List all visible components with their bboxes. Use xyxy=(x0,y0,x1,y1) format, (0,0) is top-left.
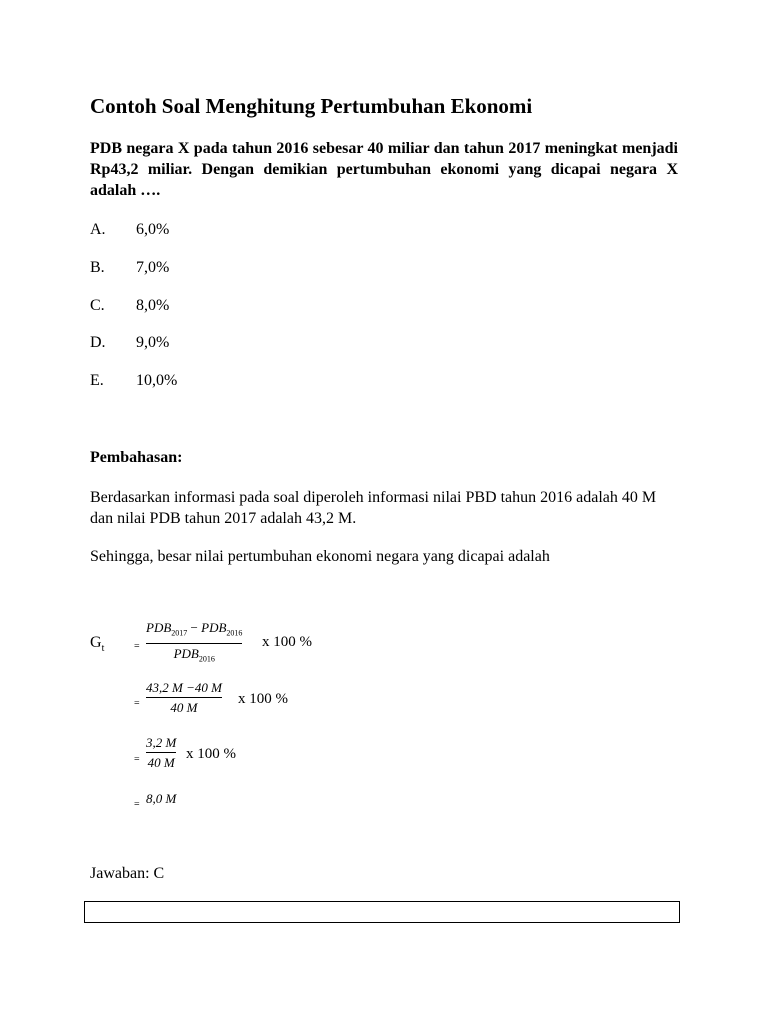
multiply-100-percent: x 100 % xyxy=(186,746,236,762)
formula-lhs: $G_t$ xyxy=(90,634,105,655)
bottom-box xyxy=(84,901,680,923)
equals-sign: = xyxy=(134,799,140,810)
equals-sign: = xyxy=(134,698,140,709)
option-a xyxy=(90,221,169,239)
option-letter: D. xyxy=(90,334,106,351)
option-value: 8,0% xyxy=(136,297,170,314)
option-b xyxy=(90,259,169,277)
numerator: $PDB_{2017} - PDB_{2016}$ xyxy=(146,620,243,638)
numerator: 3,2 M xyxy=(146,735,177,750)
fraction-step-1 xyxy=(146,620,242,667)
option-letter: E. xyxy=(90,372,104,389)
page-title: Contoh Soal Menghitung Pertumbuhan Ekonomi xyxy=(90,94,533,118)
fraction-bar xyxy=(146,643,242,644)
question-text: PDB negara X pada tahun 2016 sebesar 40 miliar dan tahun 2017 meningkat menjadi Rp43,2 miliar. Dengan demikian pertumbuhan ekonomi yang dicapai negara X adalah …. xyxy=(90,140,678,199)
option-letter: A. xyxy=(90,221,106,238)
option-value: 9,0% xyxy=(136,334,170,351)
option-letter: C. xyxy=(90,297,105,314)
multiply-100-percent: x 100 % xyxy=(238,691,288,707)
discussion-heading: Pembahasan: xyxy=(90,449,183,466)
option-value: 6,0% xyxy=(136,221,170,238)
answer-text: Jawaban: C xyxy=(90,865,165,882)
option-e xyxy=(90,372,177,390)
option-letter: B. xyxy=(90,259,105,276)
equals-sign: = xyxy=(134,641,140,652)
denominator: 40 M xyxy=(147,755,175,770)
discussion-paragraph-1: Berdasarkan informasi pada soal diperoleh informasi nilai PBD tahun 2016 adalah 40 M dan nilai PDB tahun 2017 adalah 43,2 M. xyxy=(90,489,657,527)
equals-sign: = xyxy=(134,754,140,765)
option-c xyxy=(90,297,169,315)
denominator: 40 M xyxy=(170,700,198,715)
formula-result: 8,0 M xyxy=(146,791,177,806)
option-d xyxy=(90,334,169,352)
option-value: 7,0% xyxy=(136,259,170,276)
denominator: $PDB_{2016}$ xyxy=(173,645,215,664)
option-value: 10,0% xyxy=(136,372,178,389)
multiply-100-percent: x 100 % xyxy=(262,634,312,650)
fraction-step-2 xyxy=(146,680,222,716)
fraction-step-3 xyxy=(146,735,176,771)
numerator: 43,2 M −40 M xyxy=(146,680,222,695)
fraction-bar xyxy=(146,697,222,698)
fraction-bar xyxy=(146,752,176,753)
discussion-paragraph-2: Sehingga, besar nilai pertumbuhan ekonomi negara yang dicapai adalah xyxy=(90,548,550,565)
